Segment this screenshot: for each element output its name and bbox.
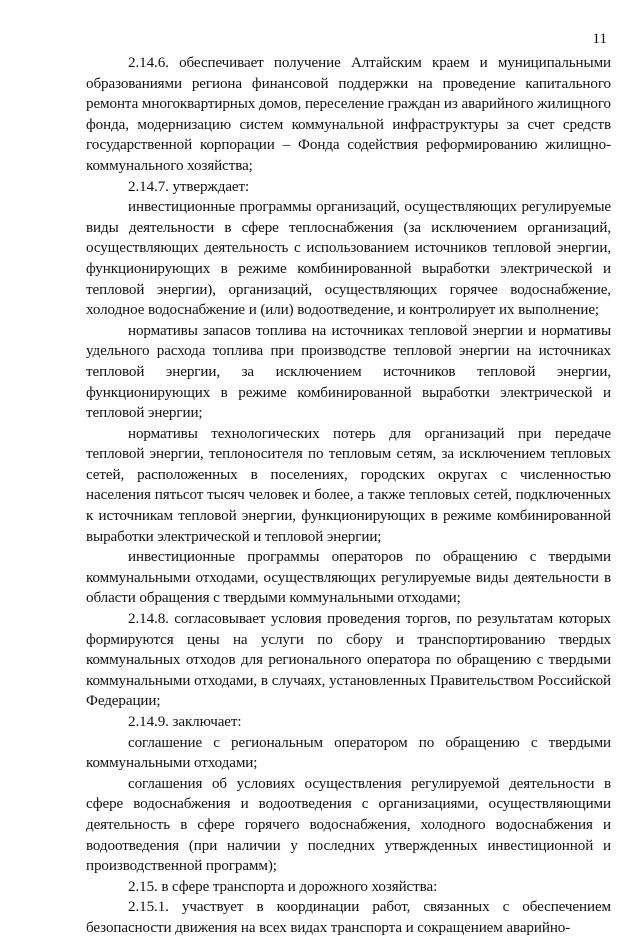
paragraph-2-14-9-heading: 2.14.9. заключает:	[128, 714, 242, 730]
paragraph-waste-operator-agreement: соглашение с региональным оператором по обращению с твердыми коммунальными отходами;	[86, 734, 611, 772]
paragraph-2-15-heading: 2.15. в сфере транспорта и дорожного хозяйства:	[128, 878, 438, 895]
page-number: 11	[592, 31, 607, 47]
paragraph-water-agreements: соглашения об условиях осуществления регулируемой деятельности в сфере водоснабжения и водоотведения с организациями, осуществляющими деятельность в сфере горячего водоснабжения, холодного водоснабжения и водоотведения (при наличии у последних утвержденных инвестиционной и производственной программ);	[86, 775, 611, 875]
document-body	[86, 53, 611, 939]
paragraph-2-14-8: 2.14.8. согласовывает условия проведения торгов, по результатам которых формируются цены на услуги по сбору и транспортированию твердых коммунальных отходов для регионального оператора по обращению с твердыми коммунальными отходами, в случаях, установленных Правительством Российской Федерации;	[86, 611, 611, 710]
paragraph-investment-programs: инвестиционные программы организаций, осуществляющих регулируемые виды деятельности в сфере теплоснабжения (за исключением организаций, осуществляющих деятельность с использованием источников тепловой энергии, функционирующих в режиме комбинированной выработки электрической и тепловой энергии), организаций, осуществляющих горячее водоснабжение, холодное водоснабжение и (или) водоотведение, и контролирует их выполнение;	[86, 199, 611, 319]
paragraph-2-14-6: 2.14.6. обеспечивает получение Алтайским краем и муниципальными образованиями региона финансовой поддержки на проведение капитального ремонта многоквартирных домов, переселение граждан из аварийного жилищного фонда, модернизацию систем коммунальной инфраструктуры за счет средств государственной корпорации – Фонда содействия реформированию жилищно-коммунального хозяйства;	[86, 55, 611, 174]
paragraph-2-14-7-heading: 2.14.7. утверждает:	[128, 178, 250, 195]
paragraph-loss-norms: нормативы технологических потерь для организаций при передаче тепловой энергии, теплоносителя по тепловым сетям, за исключением тепловых сетей, расположенных в поселениях, городских округах с численностью населения пятьсот тысяч человек и более, а также тепловых сетей, подключенных к источникам тепловой энергии, функционирующих в режиме комбинированной выработки электрической и тепловой энергии;	[86, 425, 611, 545]
paragraph-waste-investment-programs: инвестиционные программы операторов по обращению с твердыми коммунальными отходами, осуществляющих регулируемые виды деятельности в области обращения с твердыми коммунальными отходами;	[86, 549, 611, 607]
paragraph-fuel-norms: нормативы запасов топлива на источниках тепловой энергии и нормативы удельного расхода топлива при производстве тепловой энергии на источниках тепловой энергии, за исключением источников тепловой энергии, функционирующих в режиме комбинированной выработки электрической и тепловой энергии;	[86, 322, 611, 422]
paragraph-2-15-1: 2.15.1. участвует в координации работ, связанных с обеспечением безопасности движения на всех видах транспорта и сокращением аварийно-	[86, 899, 611, 936]
